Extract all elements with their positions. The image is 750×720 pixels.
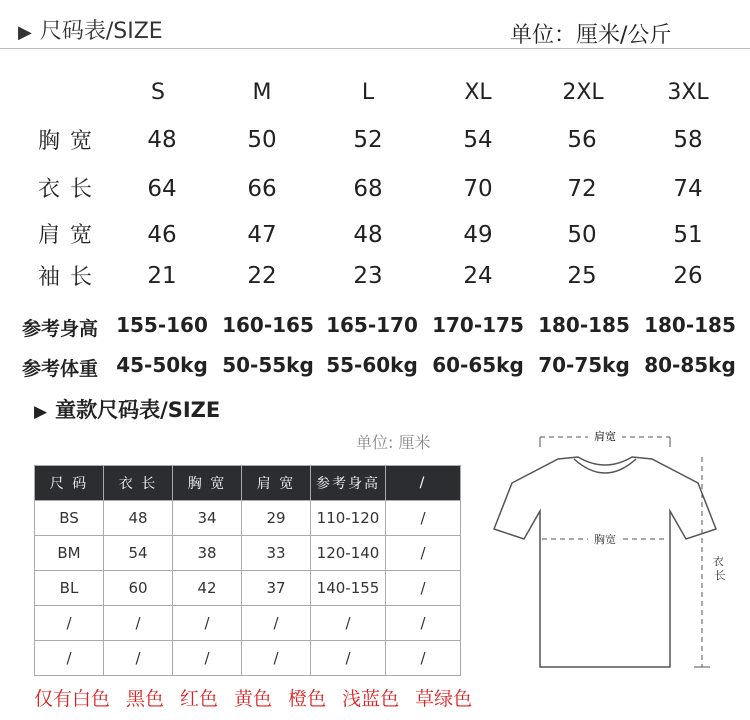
cell-value: 58 xyxy=(673,127,703,153)
row-label-ref-height: 参考身高 xyxy=(22,318,99,340)
size-header-s: S xyxy=(151,80,165,105)
cell-value: 52 xyxy=(353,127,383,153)
cell-value: 47 xyxy=(247,222,277,248)
row-label-ref-weight: 参考体重 xyxy=(22,358,99,380)
table-cell: BM xyxy=(35,536,104,571)
cell-value: 64 xyxy=(147,176,177,202)
table-header-cell: 胸 宽 xyxy=(173,466,242,501)
size-header-2xl: 2XL xyxy=(562,80,604,105)
table-cell: 29 xyxy=(242,501,311,536)
table-cell: / xyxy=(104,606,173,641)
kids-size-table xyxy=(34,465,461,676)
table-cell: / xyxy=(35,606,104,641)
shoulder-width-label: 肩宽 xyxy=(594,430,616,443)
cell-value: 55-60kg xyxy=(326,353,418,377)
color-item: 黄色 xyxy=(234,688,273,710)
tshirt-outline xyxy=(494,457,716,667)
color-item: 浅蓝色 xyxy=(342,688,400,710)
cell-value: 24 xyxy=(463,263,493,289)
row-label-shoulder: 肩宽 xyxy=(38,223,103,248)
size-header-l: L xyxy=(361,80,375,105)
cell-value: 46 xyxy=(147,222,177,248)
size-chart-title: ▶ 尺码表/SIZE xyxy=(18,19,163,44)
cell-value: 80-85kg xyxy=(644,353,736,377)
cell-value: 155-160 xyxy=(116,313,208,337)
cell-value: 45-50kg xyxy=(116,353,208,377)
table-cell: 60 xyxy=(104,571,173,606)
size-header-xl: XL xyxy=(464,80,492,105)
play-triangle-icon: ▶ xyxy=(18,22,32,43)
cell-value: 165-170 xyxy=(326,313,418,337)
length-label-char-1: 衣 xyxy=(712,555,724,568)
cell-value: 72 xyxy=(567,176,597,202)
length-label-char-2: 长 xyxy=(714,569,726,582)
cell-value: 56 xyxy=(567,127,597,153)
row-label-length: 衣长 xyxy=(38,177,103,202)
unit-label: 单位：厘米/公斤 xyxy=(510,23,672,48)
table-row xyxy=(35,571,461,606)
cell-value: 26 xyxy=(673,263,703,289)
cell-value: 23 xyxy=(353,263,383,289)
cell-value: 22 xyxy=(247,263,277,289)
table-cell: BS xyxy=(35,501,104,536)
table-header-cell: 参考身高 xyxy=(311,466,386,501)
cell-value: 70-75kg xyxy=(538,353,630,377)
table-cell: 38 xyxy=(173,536,242,571)
table-cell: / xyxy=(173,606,242,641)
cell-value: 180-185 xyxy=(644,313,736,337)
table-cell: BL xyxy=(35,571,104,606)
table-cell: / xyxy=(242,641,311,676)
cell-value: 50-55kg xyxy=(222,353,314,377)
color-availability-note xyxy=(34,684,488,711)
table-cell: / xyxy=(173,641,242,676)
table-row xyxy=(35,641,461,676)
table-cell: / xyxy=(242,606,311,641)
table-row xyxy=(35,606,461,641)
cell-value: 68 xyxy=(353,176,383,202)
cell-value: 48 xyxy=(353,222,383,248)
table-cell: / xyxy=(35,641,104,676)
cell-value: 160-165 xyxy=(222,313,314,337)
table-cell: 120-140 xyxy=(311,536,386,571)
cell-value: 180-185 xyxy=(538,313,630,337)
cell-value: 25 xyxy=(567,263,597,289)
color-item: 红色 xyxy=(180,688,219,710)
table-row xyxy=(35,536,461,571)
table-cell: / xyxy=(386,641,461,676)
table-cell: / xyxy=(386,606,461,641)
size-header-m: M xyxy=(252,80,272,105)
cell-value: 50 xyxy=(567,222,597,248)
color-item: 黑色 xyxy=(126,688,165,710)
tshirt-collar xyxy=(574,459,636,473)
table-cell: / xyxy=(104,641,173,676)
table-cell: 140-155 xyxy=(311,571,386,606)
table-header-cell: 尺 码 xyxy=(35,466,104,501)
color-item: 橙色 xyxy=(288,688,327,710)
cell-value: 49 xyxy=(463,222,493,248)
length-label xyxy=(713,555,728,582)
cell-value: 70 xyxy=(463,176,493,202)
tshirt-diagram xyxy=(480,415,742,677)
chest-width-label: 胸宽 xyxy=(594,533,616,546)
table-cell: 48 xyxy=(104,501,173,536)
table-cell: 34 xyxy=(173,501,242,536)
table-cell: / xyxy=(311,606,386,641)
table-cell: / xyxy=(386,501,461,536)
table-cell: / xyxy=(311,641,386,676)
header-divider xyxy=(0,48,750,49)
color-item: 仅有白色 xyxy=(34,688,111,710)
cell-value: 48 xyxy=(147,127,177,153)
cell-value: 60-65kg xyxy=(432,353,524,377)
row-label-sleeve: 袖长 xyxy=(38,265,103,290)
color-item: 草绿色 xyxy=(415,688,473,710)
table-cell: / xyxy=(386,571,461,606)
cell-value: 170-175 xyxy=(432,313,524,337)
row-label-chest: 胸宽 xyxy=(38,129,103,154)
cell-value: 21 xyxy=(147,263,177,289)
cell-value: 74 xyxy=(673,176,703,202)
table-header-cell: 肩 宽 xyxy=(242,466,311,501)
table-header-row xyxy=(35,466,461,501)
kids-unit-label: 单位: 厘米 xyxy=(356,433,431,452)
cell-value: 51 xyxy=(673,222,703,248)
size-header-3xl: 3XL xyxy=(667,80,709,105)
table-cell: 54 xyxy=(104,536,173,571)
cell-value: 50 xyxy=(247,127,277,153)
cell-value: 54 xyxy=(463,127,493,153)
table-header-cell: / xyxy=(386,466,461,501)
table-cell: 42 xyxy=(173,571,242,606)
table-header-cell: 衣 长 xyxy=(104,466,173,501)
table-cell: 37 xyxy=(242,571,311,606)
table-cell: / xyxy=(386,536,461,571)
table-cell: 110-120 xyxy=(311,501,386,536)
play-triangle-icon: ▶ xyxy=(34,402,48,422)
kids-size-chart-title: ▶ 童款尺码表/SIZE xyxy=(34,398,221,422)
table-cell: 33 xyxy=(242,536,311,571)
cell-value: 66 xyxy=(247,176,277,202)
table-row xyxy=(35,501,461,536)
